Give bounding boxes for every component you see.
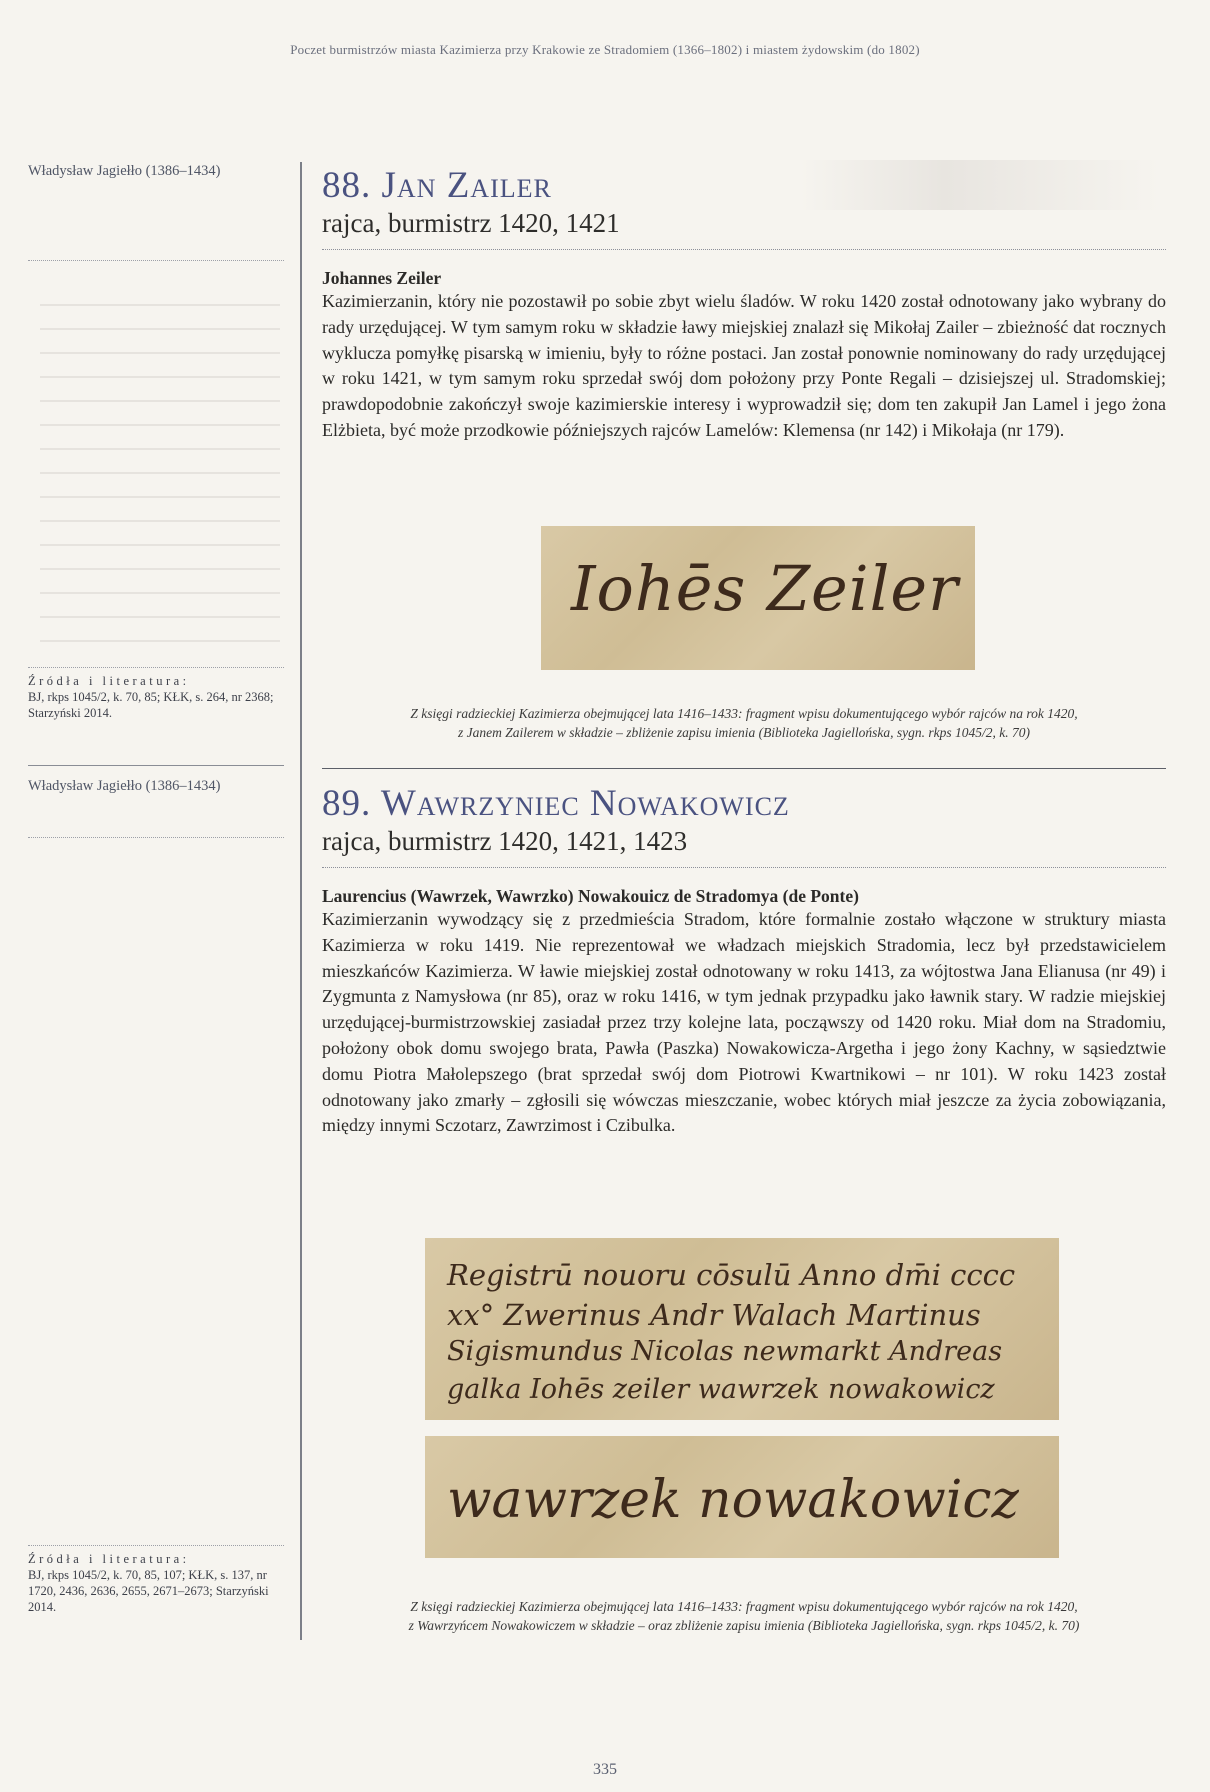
sidebar-reign: Władysław Jagiełło (1386–1434) (28, 163, 221, 179)
entry-88 (322, 166, 1166, 444)
manuscript-zoom-89 (425, 1436, 1059, 1558)
manuscript-image-88 (541, 526, 975, 670)
latin-name: Laurencius (Wawrzek, Wawrzko) Nowakouicz de Stradomya (de Ponte) (322, 886, 859, 906)
caption-line: Z księgi radzieckiej Kazimierza obejmującej lata 1416–1433: fragment wpisu dokumentującego wybór rajców na rok 1420, (410, 1599, 1078, 1614)
manuscript-text: Iohēs Zeiler (571, 552, 959, 625)
entry-roles: rajca, burmistrz 1420, 1421 (322, 208, 620, 238)
sidebar-block-2 (28, 778, 284, 838)
sources-label: Źródła i literatura: (28, 674, 190, 688)
entry-heading (322, 784, 1166, 824)
sidebar-separator (28, 765, 284, 766)
manuscript-line: galka Iohēs zeiler wawrzek nowakowicz (447, 1374, 995, 1405)
entry-heading (322, 166, 1166, 206)
caption-89 (322, 1597, 1166, 1635)
entry-divider (322, 867, 1166, 868)
manuscript-image-89 (425, 1238, 1059, 1420)
entry-number: 89. (322, 783, 372, 824)
caption-line: Z księgi radzieckiej Kazimierza obejmującej lata 1416–1433: fragment wpisu dokumentującego wybór rajców na rok 1420, (410, 706, 1078, 721)
entry-divider (322, 249, 1166, 250)
entry-body: Kazimierzanin wywodzący się z przedmieścia Stradom, które formalnie zostało włączone w struktury miasta Kazimierza w roku 1419. Nie reprezentował we władzach miejskich Stradomia, lecz był przedstawicielem mieszkańców Kazimierza. W ławie miejskiej został odnotowany w roku 1413, za wójtostwa Jana Elianusa (nr 49) i Zygmunta z Namysłowa (nr 85), oraz w roku 1416, w tym jednak przypadku jako ławnik stary. W radzie miejskiej urzędującej-burmistrzowskiej zasiadał przez trzy kolejne lata, począwszy od 1420 roku. Miał dom na Stradomiu, położony obok domu swojego brata, Pawła (Paszka) Nowakowicza-Argetha i jego żony Kachny, w sąsiedztwie domu Piotra Małolepszego (brat sprzedał swój dom Piotrowi Kwartnikowi – nr 101). W roku 1423 został odnotowany jako zmarły – zgłosili się wówczas mieszczanie, wobec których miał jeszcze za życia zobowiązania, między innymi Sczotarz, Zawrzimost i Czibulka. (322, 909, 1166, 1136)
manuscript-zoom-text: wawrzek nowakowicz (447, 1470, 1019, 1530)
entry-body: Kazimierzanin, który nie pozostawił po sobie zbyt wielu śladów. W roku 1420 został odnotowany jako wybrany do rady urzędującej. W tym samym roku w składzie ławy miejskiej znalazł się Mikołaj Zailer – zbieżność dat rocznych wyklucza pomyłkę pisarską w imieniu, były to różne postaci. Jan został ponownie nominowany do rady urzędującej w roku 1421, w tym samym roku sprzedał swój dom położony przy Ponte Regali – dzisiejszej ul. Stradomskiej; prawdopodobnie zakończył swoje kazimierskie interesy i wyprowadził się; dom ten zakupił Jan Lamel i jego żona Elżbieta, być może przodkowie późniejszych rajców Lamelów: Klemensa (nr 142) i Mikołaja (nr 179). (322, 291, 1166, 440)
running-head: Poczet burmistrzów miasta Kazimierza przy Krakowie ze Stradomiem (1366–1802) i miastem żydowskim (do 1802) (290, 42, 920, 57)
entry-number: 88. (322, 165, 372, 206)
sidebar-divider (28, 1545, 284, 1546)
page-number: 335 (593, 1761, 617, 1778)
manuscript-line: xx° Zwerinus Andr Walach Martinus (447, 1298, 981, 1332)
caption-line: z Janem Zailerem w składzie – zbliżenie zapisu imienia (Biblioteka Jagiellońska, sygn. rkps 1045/2, k. 70) (457, 725, 1031, 740)
sidebar-sources-2 (28, 1545, 284, 1615)
sidebar-divider (28, 260, 284, 261)
sources-text: BJ, rkps 1045/2, k. 70, 85, 107; KŁK, s. 137, nr 1720, 2436, 2636, 2655, 2671–2673; Starzyński 2014. (28, 1568, 269, 1614)
column-divider (300, 162, 302, 1640)
entry-89 (322, 784, 1166, 1139)
sidebar-divider (28, 667, 284, 668)
entry-name: Wawrzyniec Nowakowicz (380, 783, 790, 824)
latin-name: Johannes Zeiler (322, 268, 442, 288)
entry-separator (322, 768, 1166, 769)
sidebar-reign: Władysław Jagiełło (1386–1434) (28, 778, 221, 794)
sources-text: BJ, rkps 1045/2, k. 70, 85; KŁK, s. 264, nr 2368; Starzyński 2014. (28, 690, 274, 720)
entry-roles: rajca, burmistrz 1420, 1421, 1423 (322, 826, 688, 856)
sidebar-divider (28, 837, 284, 838)
caption-88 (322, 704, 1166, 742)
sidebar-sources-1 (28, 667, 284, 721)
manuscript-line: Registrū nouoru cōsulū Anno dm̄i cccc (447, 1258, 1016, 1292)
sidebar-block-1 (28, 163, 284, 261)
caption-line: z Wawrzyńcem Nowakowiczem w składzie – oraz zbliżenie zapisu imienia (Biblioteka Jagiellońska, sygn. rkps 1045/2, k. 70) (408, 1618, 1080, 1633)
entry-name: Jan Zailer (381, 165, 552, 206)
manuscript-line: Sigismundus Nicolas newmarkt Andreas (447, 1336, 1003, 1367)
sources-label: Źródła i literatura: (28, 1552, 190, 1566)
bleed-through-left (40, 290, 280, 660)
